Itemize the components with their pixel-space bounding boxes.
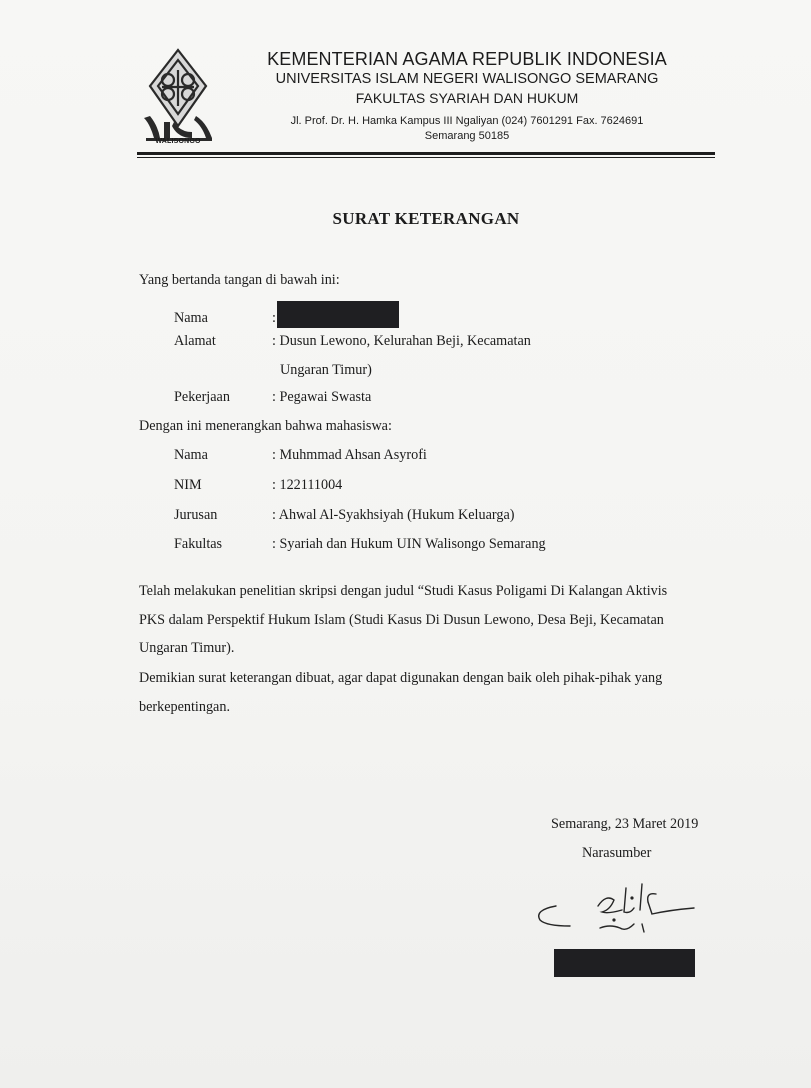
logo-label: WALISONGO bbox=[155, 138, 201, 145]
university-name: UNIVERSITAS ISLAM NEGERI WALISONGO SEMARANG bbox=[275, 71, 659, 87]
city-line: Semarang 50185 bbox=[424, 130, 510, 142]
redacted-signer-name bbox=[277, 301, 399, 328]
letterhead bbox=[232, 48, 702, 143]
address-line: Jl. Prof. Dr. H. Hamka Kampus III Ngaliyan (024) 7601291 Fax. 7624691 bbox=[290, 115, 644, 127]
student-nama-label: Nama bbox=[174, 447, 208, 463]
signer-alamat-value: : Dusun Lewono, Kelurahan Beji, Kecamatan bbox=[272, 333, 531, 349]
student-intro-text: Dengan ini menerangkan bahwa mahasiswa: bbox=[139, 418, 392, 434]
student-nama-value: : Muhmmad Ahsan Asyrofi bbox=[272, 447, 427, 463]
signer-nama-colon: : bbox=[272, 310, 276, 326]
student-nim-label: NIM bbox=[174, 477, 202, 493]
student-jurusan-label: Jurusan bbox=[174, 507, 218, 523]
signer-role: Narasumber bbox=[582, 845, 652, 861]
document-title: SURAT KETERANGAN bbox=[332, 209, 520, 228]
ministry-name: KEMENTERIAN AGAMA REPUBLIK INDONESIA bbox=[267, 49, 667, 69]
signer-alamat-value-cont: Ungaran Timur) bbox=[280, 362, 372, 378]
intro-text: Yang bertanda tangan di bawah ini: bbox=[139, 272, 340, 288]
redacted-signer-name-signature bbox=[554, 949, 695, 977]
body-paragraph-2-line-2: berkepentingan. bbox=[139, 699, 230, 715]
signer-nama-label: Nama bbox=[174, 310, 208, 326]
signer-pekerjaan-value: : Pegawai Swasta bbox=[272, 389, 372, 405]
body-paragraph-1-line-3: Ungaran Timur). bbox=[139, 640, 235, 656]
student-jurusan-value: : Ahwal Al-Syakhsiyah (Hukum Keluarga) bbox=[272, 507, 515, 523]
student-nim-value: : 122111004 bbox=[272, 477, 343, 493]
student-fakultas-label: Fakultas bbox=[174, 536, 223, 552]
signer-pekerjaan-label: Pekerjaan bbox=[174, 389, 230, 405]
signer-alamat-label: Alamat bbox=[174, 333, 216, 349]
body-paragraph-2-line-1: Demikian surat keterangan dibuat, agar dapat digunakan dengan baik oleh pihak-pihak yang bbox=[139, 670, 663, 686]
place-date: Semarang, 23 Maret 2019 bbox=[551, 816, 699, 832]
body-paragraph-1-line-2: PKS dalam Perspektif Hukum Islam (Studi Kasus Di Dusun Lewono, Desa Beji, Kecamatan bbox=[139, 612, 664, 628]
letterhead-rule-thick bbox=[137, 152, 715, 155]
body-paragraph-1-line-1: Telah melakukan penelitian skripsi dengan judul “Studi Kasus Poligami Di Kalangan Aktivis bbox=[139, 583, 668, 599]
faculty-name: FAKULTAS SYARIAH DAN HUKUM bbox=[355, 90, 579, 106]
handwritten-signature bbox=[530, 880, 710, 940]
student-fakultas-value: : Syariah dan Hukum UIN Walisongo Semarang bbox=[272, 536, 546, 552]
letterhead-rule-thin bbox=[137, 157, 715, 158]
